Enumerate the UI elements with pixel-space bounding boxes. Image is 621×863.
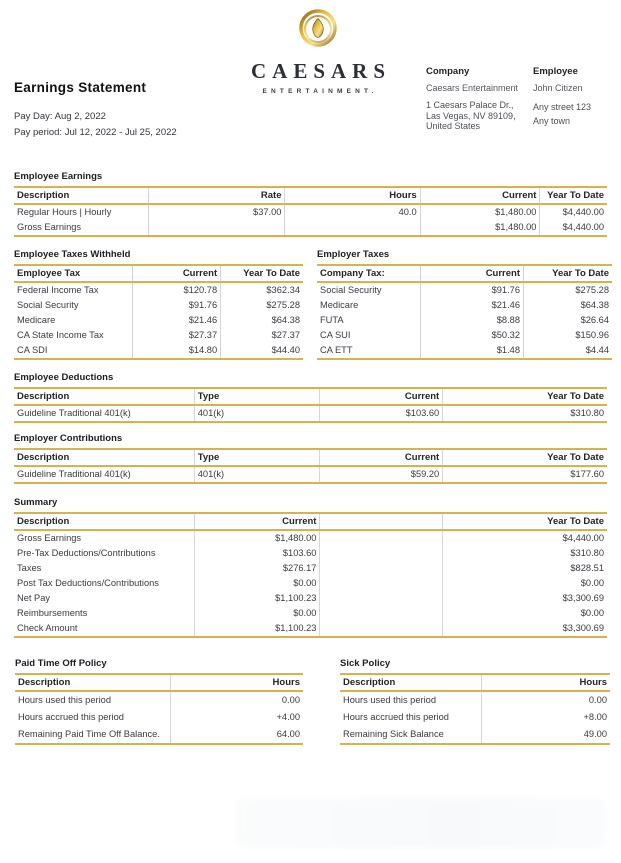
table-header-row: [15, 674, 303, 691]
company-name: Caesars Entertainment: [426, 82, 519, 93]
cell: Gross Earnings: [17, 533, 82, 543]
pto-policy-section: [15, 658, 303, 745]
table-row: [14, 546, 607, 561]
table-row: [340, 691, 610, 709]
cell: [320, 546, 443, 561]
cell: $4,440.00: [443, 530, 607, 546]
table-row: [15, 726, 303, 744]
cell: $91.76: [132, 298, 220, 313]
cell: CA SUI: [320, 330, 351, 340]
column-header: [320, 513, 443, 530]
cell: $37.00: [148, 204, 285, 220]
table-header-row: [317, 265, 612, 282]
cell: $120.78: [132, 282, 220, 298]
employer-taxes-table: [317, 264, 612, 360]
cell: $26.64: [524, 313, 613, 328]
cell: $64.38: [221, 313, 303, 328]
column-header: Year To Date: [443, 388, 607, 405]
column-header: Description: [340, 674, 482, 691]
column-header: Current: [320, 388, 443, 405]
employee-earnings-table: [14, 186, 607, 237]
logo-brand-text: CAESARS: [250, 59, 392, 83]
cell: Guideline Traditional 401(k): [17, 408, 131, 418]
table-row: [317, 343, 612, 359]
cell: 0.00: [482, 691, 610, 709]
employee-taxes-table: [14, 264, 303, 360]
cell: Post Tax Deductions/Contributions: [17, 578, 159, 588]
column-header: Current: [132, 265, 220, 282]
cell: Social Security: [17, 300, 79, 310]
table-row: [14, 328, 303, 343]
column-header: Year To Date: [221, 265, 303, 282]
column-header: Current: [420, 265, 523, 282]
column-header: Year To Date: [443, 449, 607, 466]
employee-taxes-section: [14, 249, 303, 360]
logo-subtext: ENTERTAINMENT.: [262, 88, 378, 95]
company-logo: [242, 6, 394, 95]
column-header: Description: [14, 513, 194, 530]
pto-policy-table: [15, 673, 303, 745]
column-header: Description: [14, 388, 194, 405]
column-header: Type: [194, 449, 320, 466]
employer-contributions-table: [14, 448, 607, 484]
table-row: [317, 313, 612, 328]
cell: $0.00: [194, 606, 320, 621]
table-row: [14, 204, 607, 220]
cell: [320, 606, 443, 621]
table-row: [14, 282, 303, 298]
cell: Hours accrued this period: [343, 712, 449, 722]
cell: $27.37: [221, 328, 303, 343]
section-title: Employer Taxes: [317, 249, 390, 260]
cell: Pre-Tax Deductions/Contributions: [17, 548, 156, 558]
cell: 49.00: [482, 726, 610, 744]
table-row: [317, 328, 612, 343]
caesars-emblem-icon: [295, 6, 341, 52]
cell: Federal Income Tax: [17, 285, 99, 295]
cell: $4,440.00: [540, 204, 607, 220]
employee-earnings-section: [14, 171, 607, 237]
table-row: [14, 220, 607, 236]
cell: [320, 591, 443, 606]
column-header: Year To Date: [540, 187, 607, 204]
sick-policy-section: [340, 658, 610, 745]
company-address-line: Las Vegas, NV 89109,: [426, 110, 516, 121]
cell: 64.00: [171, 726, 303, 744]
company-info: [426, 67, 526, 132]
cell: 401(k): [194, 405, 320, 422]
table-row: [14, 606, 607, 621]
table-row: [14, 576, 607, 591]
cell: $3,300.69: [443, 621, 607, 637]
cell: [148, 220, 285, 236]
cell: [285, 220, 420, 236]
cell: $275.28: [221, 298, 303, 313]
cell: $64.38: [524, 298, 613, 313]
cell: $362.34: [221, 282, 303, 298]
cell: $14.80: [132, 343, 220, 359]
cell: $4.44: [524, 343, 613, 359]
cell: $1,480.00: [420, 220, 540, 236]
column-header: Current: [420, 187, 540, 204]
table-row: [14, 343, 303, 359]
pay-period: Pay period: Jul 12, 2022 - Jul 25, 2022: [14, 127, 177, 138]
table-row: [14, 313, 303, 328]
page-title: Earnings Statement: [14, 80, 147, 95]
cell: Remaining Paid Time Off Balance.: [18, 729, 160, 739]
cell: $1,480.00: [420, 204, 540, 220]
table-header-row: [14, 265, 303, 282]
cell: Guideline Traditional 401(k): [17, 469, 131, 479]
table-row: [14, 530, 607, 546]
company-address-line: United States: [426, 121, 481, 131]
section-title: Employer Contributions: [14, 433, 123, 444]
cell: Hours used this period: [18, 695, 112, 705]
table-row: [317, 282, 612, 298]
table-row: [14, 591, 607, 606]
cell: $91.76: [420, 282, 523, 298]
cell: $0.00: [443, 606, 607, 621]
cell: +8.00: [482, 709, 610, 726]
cell: $8.88: [420, 313, 523, 328]
cell: CA SDI: [17, 345, 48, 355]
cell: 0.00: [171, 691, 303, 709]
section-title: Employee Deductions: [14, 372, 114, 383]
table-header-row: [14, 388, 607, 405]
column-header: Hours: [171, 674, 303, 691]
cell: [320, 576, 443, 591]
table-header-row: [14, 449, 607, 466]
company-address-line: 1 Caesars Palace Dr.,: [426, 100, 514, 110]
cell: 40.0: [285, 204, 420, 220]
cell: Net Pay: [17, 593, 51, 603]
cell: Hours accrued this period: [18, 712, 124, 722]
cell: Medicare: [320, 300, 359, 310]
cell: Remaining Sick Balance: [343, 729, 444, 739]
table-header-row: [14, 187, 607, 204]
cell: $3,300.69: [443, 591, 607, 606]
table-header-row: [340, 674, 610, 691]
section-title: Sick Policy: [340, 658, 391, 669]
cell: $4,440.00: [540, 220, 607, 236]
column-header: Year To Date: [443, 513, 607, 530]
cell: Hours used this period: [343, 695, 437, 705]
cell: CA State Income Tax: [17, 330, 104, 340]
table-row: [14, 621, 607, 637]
column-header: Year To Date: [524, 265, 613, 282]
statement-header: [14, 80, 177, 141]
column-header: Employee Tax: [14, 265, 132, 282]
cell: $310.80: [443, 546, 607, 561]
cell: [320, 621, 443, 637]
cell: $150.96: [524, 328, 613, 343]
table-row: [15, 709, 303, 726]
pay-day: Pay Day: Aug 2, 2022: [14, 111, 106, 122]
cell: $1,100.23: [194, 621, 320, 637]
employee-address-line: Any street 123: [533, 102, 592, 112]
table-row: [14, 466, 607, 483]
cell: Taxes: [17, 563, 42, 573]
cell: $27.37: [132, 328, 220, 343]
column-header: Hours: [482, 674, 610, 691]
column-header: Current: [320, 449, 443, 466]
company-label: Company: [426, 66, 470, 77]
column-header: Current: [194, 513, 320, 530]
cell: $21.46: [420, 298, 523, 313]
cell: $50.32: [420, 328, 523, 343]
cell: $21.46: [132, 313, 220, 328]
cell: FUTA: [320, 315, 344, 325]
cell: $44.40: [221, 343, 303, 359]
cell: Check Amount: [17, 623, 78, 633]
section-title: Employee Taxes Withheld: [14, 249, 131, 260]
employee-deductions-section: [14, 372, 607, 423]
column-header: Type: [194, 388, 320, 405]
table-row: [14, 561, 607, 576]
column-header: Description: [14, 449, 194, 466]
summary-section: [14, 497, 607, 638]
table-header-row: [14, 513, 607, 530]
scan-artifact: [235, 798, 605, 848]
cell: $177.60: [443, 466, 607, 483]
employee-name: John Citizen: [533, 82, 583, 93]
cell: $59.20: [320, 466, 443, 483]
employee-address-line: Any town: [533, 116, 571, 126]
column-header: Hours: [285, 187, 420, 204]
cell: $828.51: [443, 561, 607, 576]
employee-info: [533, 67, 619, 128]
cell: CA ETT: [320, 345, 353, 355]
cell: +4.00: [171, 709, 303, 726]
column-header: Description: [14, 187, 148, 204]
cell: [320, 561, 443, 576]
employer-taxes-section: [317, 249, 612, 360]
cell: $1,480.00: [194, 530, 320, 546]
table-row: [14, 405, 607, 422]
column-header: Rate: [148, 187, 285, 204]
employer-contributions-section: [14, 433, 607, 484]
summary-table: [14, 512, 607, 638]
section-title: Paid Time Off Policy: [15, 658, 107, 669]
cell: Medicare: [17, 315, 56, 325]
cell: Social Security: [320, 285, 382, 295]
table-row: [340, 726, 610, 744]
employee-deductions-table: [14, 387, 607, 423]
cell: $0.00: [443, 576, 607, 591]
cell: $103.60: [194, 546, 320, 561]
cell: Regular Hours | Hourly: [17, 207, 112, 217]
sick-policy-table: [340, 673, 610, 745]
cell: $1,100.23: [194, 591, 320, 606]
cell: $103.60: [320, 405, 443, 422]
cell: [320, 530, 443, 546]
table-row: [14, 298, 303, 313]
cell: Reimbursements: [17, 608, 88, 618]
employee-label: Employee: [533, 66, 578, 77]
table-row: [340, 709, 610, 726]
cell: $0.00: [194, 576, 320, 591]
cell: $276.17: [194, 561, 320, 576]
cell: $1.48: [420, 343, 523, 359]
cell: Gross Earnings: [17, 222, 82, 232]
section-title: Employee Earnings: [14, 171, 103, 182]
column-header: Description: [15, 674, 171, 691]
table-row: [317, 298, 612, 313]
cell: $275.28: [524, 282, 613, 298]
section-title: Summary: [14, 497, 58, 508]
cell: $310.80: [443, 405, 607, 422]
column-header: Company Tax:: [317, 265, 420, 282]
table-row: [15, 691, 303, 709]
cell: 401(k): [194, 466, 320, 483]
